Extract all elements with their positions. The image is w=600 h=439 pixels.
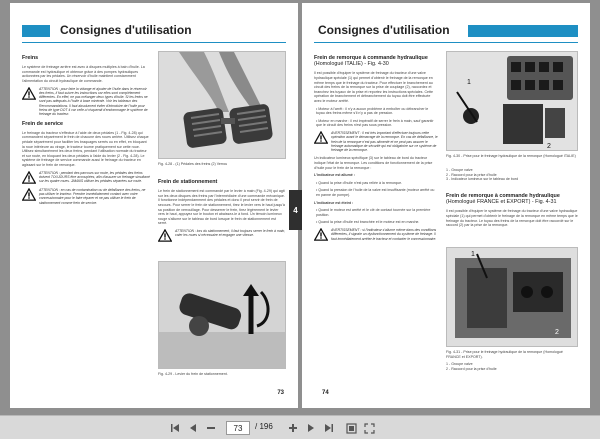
page-number-input[interactable] <box>226 421 250 435</box>
figure-trailer-brake-italy <box>446 51 578 151</box>
section-heading-remorque-italie <box>314 55 438 67</box>
svg-text:1: 1 <box>471 251 475 258</box>
bullet-item: • Quand la prise d'huile n'est pas reliée à la remorque. <box>316 180 403 185</box>
figure-trailer-brake-france <box>446 247 578 347</box>
paragraph: Il est possible d'équiper le système de freinage du tracteur d'une valve hydraulique spéciale (1) qui permet d'obtenir le freinage de la remorque en même temps que le freinage du tracteur. Pour effectuer le branchement au circuit des freins de la remorque sur la prise de couplage (2), raccordez et branchez les tuyaux de la prise et reportez les instructions spéciales. Cette opération de branchement et débranchement du tuyau doit être effectuée avec le moteur arrêté. <box>314 71 434 103</box>
bullet-text: Quand la pression de l'huile de la valve est insuffisante (moteur arrêté ou en panne de pompe). <box>316 188 435 197</box>
page-number: 73 <box>277 390 284 396</box>
bullet-text: Quand la prise d'huile est branchée et le moteur est en marche. <box>318 220 420 225</box>
figure-legend <box>446 168 578 182</box>
left-column <box>22 51 150 396</box>
warning-text: ATTENTION : lors du stationnement, il faut toujours serrer le frein à main, caler les roues si nécessaire et engager une vitesse. <box>175 228 286 238</box>
legend-item: 3 - Indicateur lumineux sur le tableau de bord <box>446 177 519 182</box>
zoom-in-button[interactable] <box>286 421 300 435</box>
right-column <box>158 175 286 259</box>
section-heading-freins: Freins <box>22 55 39 61</box>
fullscreen-button[interactable] <box>362 421 376 435</box>
fit-page-button[interactable] <box>344 421 358 435</box>
warning-text: ATTENTION : en cas de contamination ou de défaillance des freins, ne pas utiliser le tracteur. Prendre immédiatement contact avec votre concessionnaire pour le faire réparer et ne pas utiliser le frein de stationnement comme frein de service. <box>39 187 146 205</box>
chapter-tab: 4 <box>289 190 302 230</box>
heading-subtext: (Homologué ITALIE) - Fig. 4-30 <box>314 61 389 68</box>
first-page-button[interactable] <box>168 421 182 435</box>
svg-text:2: 2 <box>555 329 559 336</box>
paragraph: Un indicateur lumineux spécifique (3) sur le tableau de bord du tracteur indique l'état de la remorque. Les conditions de fonctionnement de la prise d'huile pour le frein de la remorque : <box>314 156 433 170</box>
section-heading-frein-stationnement: Frein de stationnement <box>158 179 218 185</box>
warning-text: AVERTISSEMENT : Il est très important d'effectuer toujours cette opération avant le démarrage de la remorque. En cas de défaillance, le frein de la remorque n'est pas alimenté et ne peut pas assurer le freinage automatique de sécurité qui est obligatoire sur ce système de freinage de la remorque. <box>331 130 438 153</box>
previous-page-icon <box>188 423 198 433</box>
warning-triangle-icon <box>314 228 328 241</box>
page-number: 74 <box>322 390 329 396</box>
section-heading-remorque-france <box>446 193 578 205</box>
page-74 <box>302 3 590 408</box>
trailer-valve-france-illustration <box>447 248 578 347</box>
viewer-toolbar <box>0 415 600 439</box>
svg-text:1: 1 <box>467 79 471 86</box>
warning-text: ATTENTION : pendant des parcours sur route, les pédales des freins doivent TOUJOURS être accouplées, afin d'assurer un freinage simultané sur les quatre roues. JAMAIS utiliser les pédales séparées sur route. <box>39 170 150 184</box>
fit-page-icon <box>346 423 357 434</box>
bullet-item: • Moteur à l'arrêt : il n'y a aucun problème à emboîter ou débrancher le tuyau des freins même s'il n'y a pas de pression. <box>316 106 429 116</box>
last-page-icon <box>324 423 334 433</box>
warning-box <box>158 229 286 242</box>
legend-item: 1 - Groupe valve <box>446 168 473 172</box>
legend-item: 2 - Raccord pour la prise d'huile <box>446 366 497 371</box>
page-header <box>22 21 286 43</box>
page-title: Consignes d'utilisation <box>318 23 450 37</box>
paragraph: Le frein de stationnement est commandé par le levier à main (Fig. 4-29) qui agit sur les deux disques des freins par l'intermédiaire d'une commande mécanique. Il fonctionne indépendamment des pédales et donc il peut servir de frein de secours. Pour serrer le frein de stationnement, tirez le levier vers le haut jusqu'à sa position de verrouillage. Pour desserrer le frein, tirez légèrement le levier vers le haut, appuyez sur le bouton et abaissez-le à fond. Un témoin lumineux rouge s'allume sur le tableau de bord lorsque le frein de stationnement est serré. <box>158 189 285 226</box>
fullscreen-icon <box>364 423 375 434</box>
paragraph: Le freinage du tracteur s'effectue à l'aide de deux pédales (1 - Fig. 4-28) qui commandent séparément le frein de chacune des roues arrière. Utilisez chaque pédale séparément pour faciliter les braquages serrés ou en effet, en bloquant la roue intérieure au virage, le tracteur tourne pratiquement sur cette roue. Utilisez simultanément les deux freins, pendant l'utilisation normale du tracteur et sur route, en bloquant les deux pédales à l'aide du levier (2 - Fig. 4-28). Le système de freinage de service commande aussi le freinage du tracteur en agissant sur le frein de remorque. <box>22 130 149 168</box>
figure-parking-brake-lever <box>158 261 286 369</box>
bullet-item: • Quand la pression de l'huile de la valve est insuffisante (moteur arrêté ou en panne de pompe). <box>316 188 435 197</box>
figure-brake-pedals <box>158 51 286 159</box>
page-title: Consignes d'utilisation <box>60 23 192 37</box>
figure-caption: Fig. 4-29 - Levier du frein de stationnement. <box>158 372 228 376</box>
warning-box <box>314 228 438 241</box>
bullet-item: • Moteur en marche : il est impératif de serrer le frein à main, sauf garantir que le circuit des freins n'est pas sous pression. <box>316 118 434 128</box>
warning-triangle-icon <box>22 87 36 100</box>
legend-item: 2 - Raccord pour la prise d'huile <box>446 172 497 177</box>
header-accent-bar <box>22 25 50 37</box>
warning-box <box>22 188 150 205</box>
next-page-icon <box>306 423 316 433</box>
bullet-item: • Quand la prise d'huile est branchée et le moteur est en marche. <box>316 220 420 225</box>
first-page-icon <box>170 423 180 433</box>
sublabel-off: L'indicateur est éteint : <box>314 200 354 205</box>
warning-box <box>22 171 150 184</box>
warning-triangle-icon <box>314 131 328 144</box>
warning-triangle-icon <box>22 188 36 201</box>
heading-text: Frein de remorque à commande hydraulique <box>446 193 560 199</box>
page-73 <box>10 3 298 408</box>
bullet-text: Quand le moteur est arrêté et le clé de contact tournée sur la première position. <box>316 208 431 217</box>
zoom-out-icon <box>206 423 216 433</box>
heading-text: Frein de remorque à commande hydraulique <box>314 55 428 61</box>
bullet-text: Quand la prise d'huile n'est pas reliée à la remorque. <box>318 180 403 185</box>
warning-text: AVERTISSEMENT : si l'indicateur s'allume même dans des conditions différentes, il signale un dysfonctionnement du système de freinage. Il faut immédiatement arrêter le tracteur et contacter le concessionnaire. <box>331 227 437 241</box>
figure-legend <box>446 362 578 371</box>
brake-pedals-illustration <box>159 52 286 159</box>
svg-text:2: 2 <box>547 143 551 150</box>
figure-caption: Fig. 4-31 - Prise pour le freinage hydraulique de la remorque (Homologué FRANCE et EXPORT). <box>446 350 563 359</box>
bullet-item: • Quand le moteur est arrêté et le clé de contact tournée sur la première position. <box>316 208 431 217</box>
last-page-button[interactable] <box>322 421 336 435</box>
warning-box <box>314 131 438 152</box>
right-column <box>446 189 578 245</box>
figure-caption: Fig. 4-28 - (1) Pédales des freins (2) Verrou <box>158 162 228 166</box>
left-column <box>314 51 438 396</box>
warning-triangle-icon <box>22 171 36 184</box>
legend-item: 1 - Groupe valve <box>446 362 473 366</box>
trailer-valve-illustration <box>447 52 578 151</box>
warning-text: ATTENTION : pour faire la vidange et ajouter de l'huile dans le réservoir des freins, il faut suivre les instructions car elles sont complètement différentes. En effet, ne pas mélanger deux types d'huile. Si les freins ne sont pas adéquats à l'huile à base minérale. Voir les tableaux des Recommandations. Il faut absolument éviter d'introduire de l'huile pour freins de type DOT 4 car celle-ci risquerait d'endommager le système de freinage du tracteur. <box>39 86 148 117</box>
section-heading-frein-service: Frein de service <box>22 120 64 127</box>
page-count: / 196 <box>255 422 273 431</box>
zoom-out-button[interactable] <box>204 421 218 435</box>
parking-brake-illustration <box>159 262 286 369</box>
warning-box <box>22 87 150 117</box>
zoom-in-icon <box>288 423 298 433</box>
warning-triangle-icon <box>158 229 172 242</box>
next-page-button[interactable] <box>304 421 318 435</box>
sublabel-lit: L'indicateur est allumé : <box>314 173 355 178</box>
heading-subtext: (Homologué FRANCE et EXPORT) - Fig. 4-31 <box>446 199 557 206</box>
header-accent-bar <box>468 25 578 37</box>
bullet-text: Moteur en marche : il est impératif de serrer le frein à main, sauf garantir que le circuit des freins n'est pas sous pression. <box>316 118 434 128</box>
paragraph: Il est possible d'équiper le système de freinage du tracteur d'une valve hydraulique spéciale (1) qui permet d'obtenir le freinage de la remorque en même temps que le freinage du tracteur. Le tuyau des freins de la remorque doit être raccordé sur le raccord (2) par la prise de la remorque. <box>446 209 578 228</box>
page-header <box>314 21 578 43</box>
figure-caption: Fig. 4-30 - Prise pour le freinage hydraulique de la remorque (Homologué ITALIE) <box>446 154 576 158</box>
previous-page-button[interactable] <box>186 421 200 435</box>
paragraph: Le système de freinage arrière est avec à disques multiples à bain d'huile. La commande est hydraulique et obtenue grâce à des pompes hydrauliques actionnées par les pédales. Un réservoir d'huile maintient constamment l'alimentation du circuit hydraulique de commande. <box>22 65 145 83</box>
bullet-text: Moteur à l'arrêt : il n'y a aucun problème à emboîter ou débrancher le tuyau des freins même s'il n'y a pas de pression. <box>316 106 429 116</box>
